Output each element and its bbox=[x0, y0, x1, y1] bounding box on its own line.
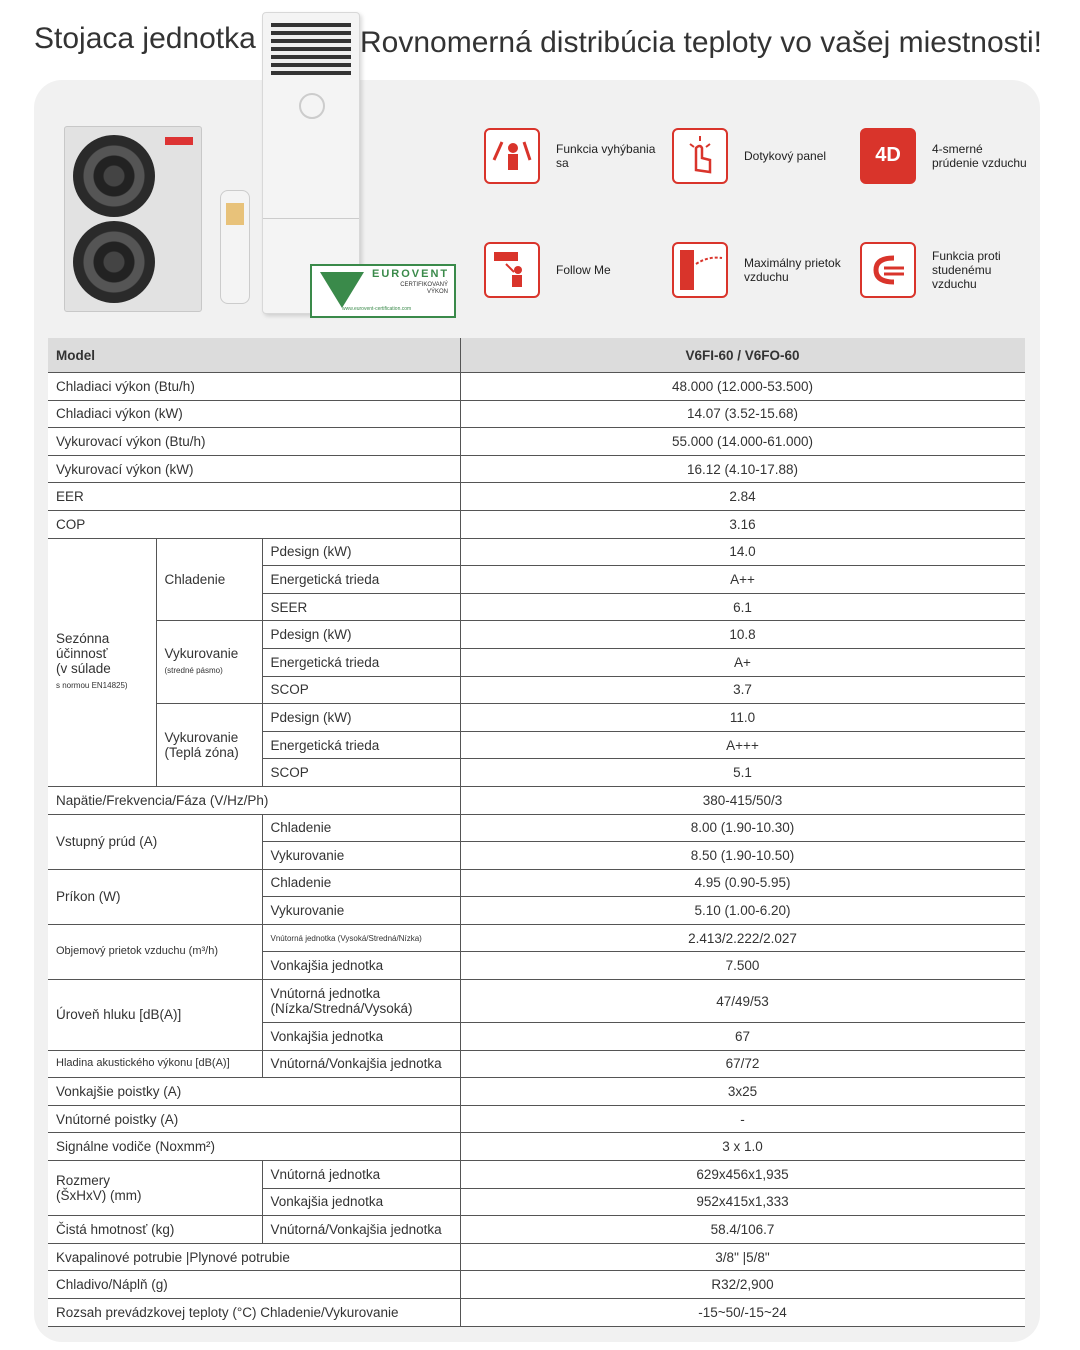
table-row: Energetická trieda A+ bbox=[48, 648, 1025, 676]
table-row: Sezónna účinnosť (v súlade s normou EN14825) Chladenie Pdesign (kW) 14.0 bbox=[48, 538, 1025, 566]
table-row: Vonkajšia jednotka 7.500 bbox=[48, 952, 1025, 980]
eurovent-badge bbox=[310, 264, 456, 318]
table-row: EER 2.84 bbox=[48, 483, 1025, 511]
max-airflow-icon bbox=[672, 242, 728, 298]
feature-label: Funkcia proti studenému vzduchu bbox=[932, 249, 1001, 291]
table-row: Vykurovací výkon (Btu/h) 55.000 (14.000-61.000) bbox=[48, 428, 1025, 456]
feature-label: Dotykový panel bbox=[744, 149, 827, 163]
table-row: COP 3.16 bbox=[48, 510, 1025, 538]
table-row: Vonkajšia jednotka 67 bbox=[48, 1023, 1025, 1051]
table-row: Energetická trieda A+++ bbox=[48, 731, 1025, 759]
table-row: Vykurovanie 8.50 (1.90-10.50) bbox=[48, 842, 1025, 870]
spec-table bbox=[48, 338, 1025, 1327]
feature-four-way bbox=[860, 128, 1032, 184]
feature-anti-cold bbox=[860, 242, 1037, 298]
table-row: Vnútorné poistky (A) - bbox=[48, 1105, 1025, 1133]
table-row: Príkon (W) Chladenie 4.95 (0.90-5.95) bbox=[48, 869, 1025, 897]
header-label: Model bbox=[48, 338, 460, 373]
touch-panel-icon bbox=[672, 128, 728, 184]
table-row: SEER 6.1 bbox=[48, 593, 1025, 621]
feature-follow-me bbox=[484, 242, 671, 298]
table-row: Vonkajšia jednotka 952x415x1,333 bbox=[48, 1188, 1025, 1216]
table-row: Kvapalinové potrubie |Plynové potrubie 3/8" |5/8" bbox=[48, 1243, 1025, 1271]
feature-max-airflow bbox=[672, 242, 859, 298]
badge-brand: EUROVENT bbox=[372, 268, 450, 280]
fan-icon bbox=[73, 221, 155, 303]
table-row: SCOP 3.7 bbox=[48, 676, 1025, 704]
table-row: Vonkajšie poistky (A) 3x25 bbox=[48, 1078, 1025, 1106]
table-row: Rozsah prevádzkovej teploty (°C) Chladenie/Vykurovanie -15~50/-15~24 bbox=[48, 1299, 1025, 1327]
remote-control-image bbox=[220, 190, 250, 304]
person-avoid-icon bbox=[484, 128, 540, 184]
table-row: Energetická trieda A++ bbox=[48, 566, 1025, 594]
table-row: Vykurovanie (Teplá zóna) Pdesign (kW) 11.0 bbox=[48, 704, 1025, 732]
table-row: Chladivo/Náplň (g) R32/2,900 bbox=[48, 1271, 1025, 1299]
follow-me-icon bbox=[484, 242, 540, 298]
anti-cold-air-icon bbox=[860, 242, 916, 298]
badge-url: www.eurovent-certification.com bbox=[342, 306, 412, 312]
table-row: Objemový prietok vzduchu (m³/h) Vnútorná jednotka (Vysoká/Stredná/Nízka) 2.413/2.222/2.027 bbox=[48, 924, 1025, 952]
feature-touch-panel bbox=[672, 128, 859, 184]
page-title-right: Rovnomerná distribúcia teploty vo vašej miestnosti! bbox=[360, 26, 1042, 59]
four-way-airflow-icon: 4D bbox=[860, 128, 916, 184]
fan-icon bbox=[73, 135, 155, 217]
table-row: Chladiaci výkon (Btu/h) 48.000 (12.000-53.500) bbox=[48, 373, 1025, 401]
table-row: Úroveň hluku [dB(A)] Vnútorná jednotka (Nízka/Stredná/Vysoká) 47/49/53 bbox=[48, 980, 1025, 1023]
badge-line-1: CERTIFIKOVANÝ bbox=[400, 282, 448, 288]
table-row: Vykurovanie 5.10 (1.00-6.20) bbox=[48, 897, 1025, 925]
table-row: Vykurovanie (stredné pásmo) Pdesign (kW) 10.8 bbox=[48, 621, 1025, 649]
header-value: V6FI-60 / V6FO-60 bbox=[460, 338, 1025, 373]
table-row: Hladina akustického výkonu [dB(A)] Vnútorná/Vonkajšia jednotka 67/72 bbox=[48, 1050, 1025, 1078]
feature-label: Funkcia vyhýbania sa bbox=[556, 142, 656, 170]
badge-line-2: VÝKON bbox=[426, 289, 448, 295]
table-header-row bbox=[48, 338, 1025, 373]
table-row: Signálne vodiče (Noxmm²) 3 x 1.0 bbox=[48, 1133, 1025, 1161]
feature-label: Maximálny prietok vzduchu bbox=[744, 256, 841, 284]
feature-avoid bbox=[484, 128, 671, 184]
seasonal-label: Sezónna účinnosť (v súlade s normou EN14825) bbox=[48, 538, 156, 786]
table-row: Čistá hmotnosť (kg) Vnútorná/Vonkajšia jednotka 58.4/106.7 bbox=[48, 1216, 1025, 1244]
brand-logo bbox=[165, 137, 193, 145]
feature-label: 4-smerné prúdenie vzduchu bbox=[932, 142, 1027, 170]
table-row: SCOP 5.1 bbox=[48, 759, 1025, 787]
page-title-left: Stojaca jednotka bbox=[34, 22, 256, 55]
table-row: Vstupný prúd (A) Chladenie 8.00 (1.90-10.30) bbox=[48, 814, 1025, 842]
table-row: Rozmery (ŠxHxV) (mm) Vnútorná jednotka 629x456x1,935 bbox=[48, 1161, 1025, 1189]
outdoor-unit-image bbox=[64, 126, 202, 312]
feature-label: Follow Me bbox=[556, 263, 611, 277]
table-row: Napätie/Frekvencia/Fáza (V/Hz/Ph) 380-415/50/3 bbox=[48, 786, 1025, 814]
table-row: Chladiaci výkon (kW) 14.07 (3.52-15.68) bbox=[48, 400, 1025, 428]
table-row: Vykurovací výkon (kW) 16.12 (4.10-17.88) bbox=[48, 455, 1025, 483]
